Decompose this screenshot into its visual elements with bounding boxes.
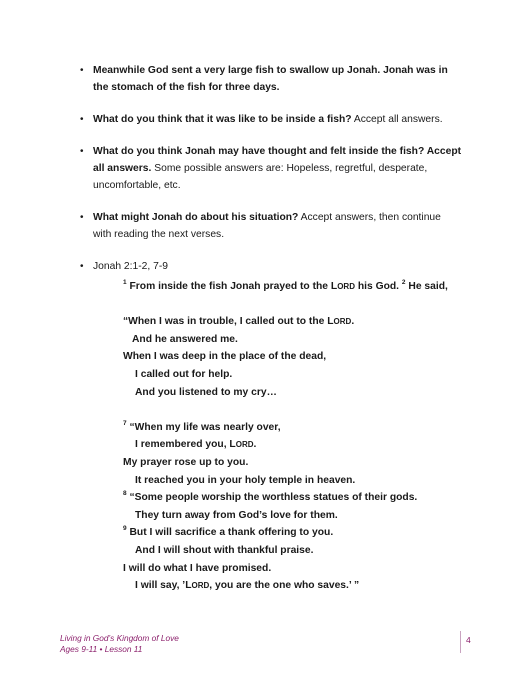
bullet-item-2 (0, 111, 532, 128)
scripture-line-9: My prayer rose up to you. (123, 456, 249, 468)
scripture-line-1: $^1$ From inside the fish Jonah prayed to the LORD his God. $^2$ He said, (123, 279, 448, 292)
verse-number: 9 (123, 525, 127, 533)
scripture-line-10: It reached you in your holy temple in heaven. (135, 474, 356, 486)
lord-smallcaps: LORD (185, 580, 210, 592)
bullet-icon: • (80, 114, 84, 125)
scripture-line-8: I remembered you, LORD. (135, 439, 257, 451)
lord-smallcaps: LORD (229, 439, 254, 451)
bullet-icon: • (80, 261, 84, 272)
bullet-text: Jonah 2:1-2, 7-9 (93, 261, 168, 272)
scripture-line-2: “When I was in trouble, I called out to the LORD. (123, 316, 355, 328)
scripture-line-12: They turn away from God’s love for them. (135, 509, 338, 521)
scripture-line-3: And he answered me. (132, 333, 238, 345)
bullet-icon: • (80, 65, 84, 76)
scripture-line-16: I will say, ’LORD, you are the one who saves.’ ” (135, 580, 360, 592)
scripture-line-13: $^9$ But I will sacrifice a thank offering to you. (123, 525, 334, 539)
bullet-item-1 (0, 62, 532, 96)
bullet-text-bold: What do you think Jonah may have thought and felt inside the fish? Accept all answers. (93, 146, 462, 174)
bullet-icon: • (80, 212, 84, 223)
bullet-item-4 (0, 209, 532, 243)
page-number: 4 (466, 635, 471, 645)
bullet-item-5 (0, 258, 532, 275)
verse-number: 1 (123, 279, 127, 286)
bullet-text: Accept answers, then continue with reading the next verses. (93, 212, 441, 240)
bullet-text-bold: Meanwhile God sent a very large fish to swallow up Jonah. Jonah was in the stomach of the fish for three days. (93, 65, 448, 93)
lord-smallcaps: LORD (327, 316, 352, 328)
footer-series-name: Living in God’s Kingdom of Love (60, 633, 179, 643)
scripture-line-5: I called out for help. (135, 368, 233, 380)
scripture-line-4: When I was deep in the place of the dead, (123, 351, 327, 363)
verse-number: 7 (123, 419, 127, 427)
bullet-text: Accept all answers. (351, 114, 443, 125)
scripture-line-11: $^8$ “Some people worship the worthless statues of their gods. (123, 490, 418, 504)
lord-smallcaps: LORD (330, 281, 355, 292)
scripture-passage (123, 278, 448, 595)
footer-course-title (60, 633, 179, 655)
bullet-item-3 (0, 143, 532, 194)
discussion-bullet-list (0, 62, 532, 290)
bullet-text-bold: What might Jonah do about his situation? (93, 212, 299, 223)
scripture-line-15: I will do what I have promised. (123, 562, 272, 574)
verse-number: 2 (401, 279, 406, 286)
bullet-text: Some possible answers are: Hopeless, regretful, desperate, uncomfortable, etc. (93, 163, 428, 191)
footer-lesson-info: Ages 9-11 • Lesson 11 (60, 644, 143, 654)
scripture-line-14: And I will shout with thankful praise. (135, 544, 314, 556)
scripture-line-6: And you listened to my cry… (135, 386, 277, 398)
verse-number: 8 (123, 490, 127, 498)
bullet-text-bold: What do you think that it was like to be inside a fish? (93, 114, 352, 125)
scripture-line-7: $^7$ “When my life was nearly over, (123, 419, 281, 433)
footer-divider (460, 631, 461, 653)
bullet-icon: • (80, 146, 84, 157)
